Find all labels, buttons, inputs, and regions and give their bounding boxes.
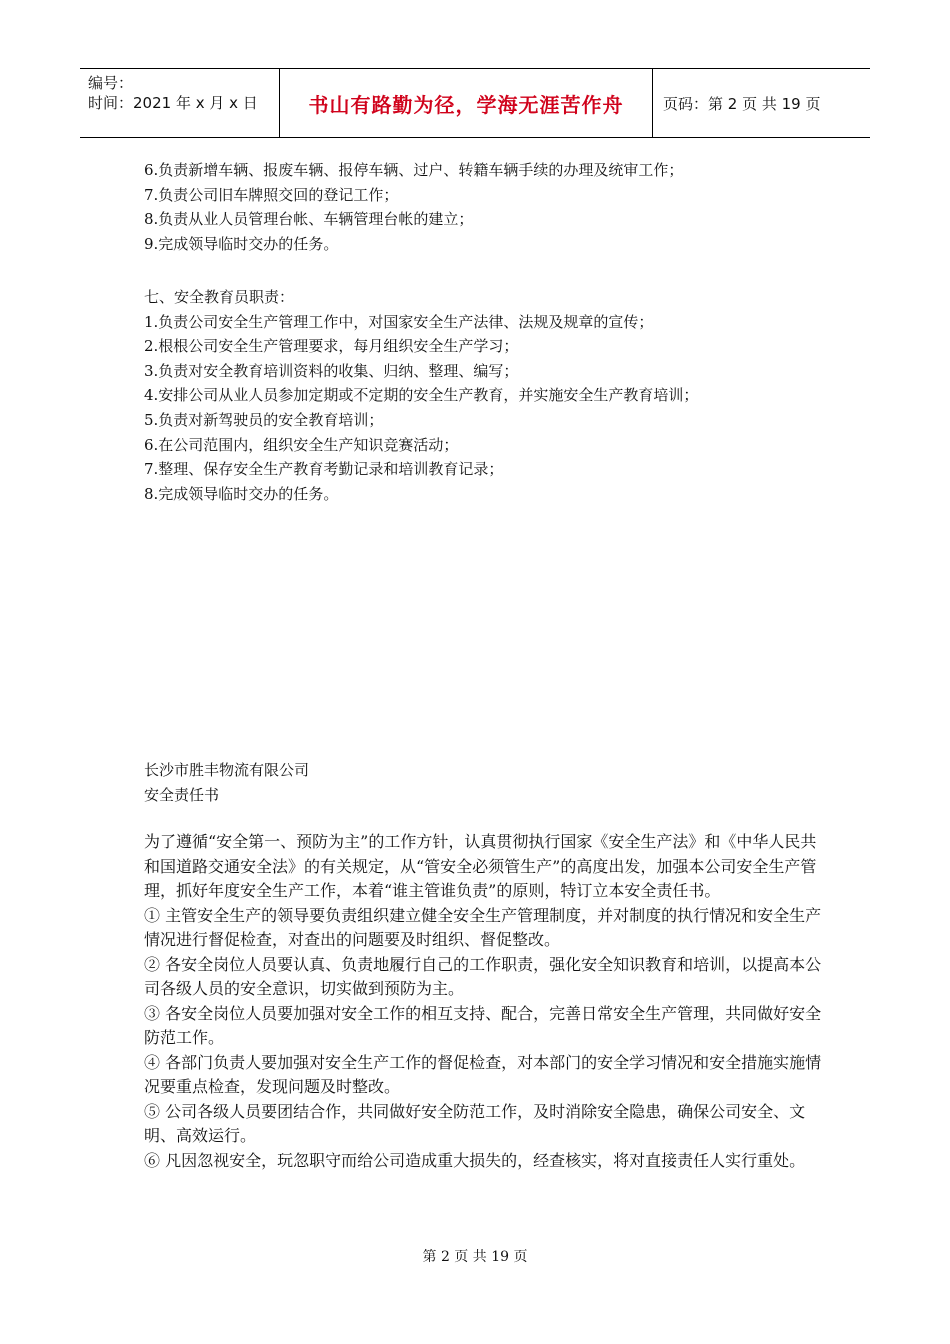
header-motto: 书山有路勤为径，学海无涯苦作舟 [280, 69, 653, 137]
list-item: 4.安排公司从业人员参加定期或不定期的安全生产教育，并实施安全生产教育培训； [144, 386, 699, 405]
document-time-label: 时间：2021 年 x 月 x 日 [88, 94, 258, 112]
list-item: 3.负责对安全教育培训资料的收集、归纳、整理、编写； [144, 361, 519, 380]
list-item: 6.在公司范围内，组织安全生产知识竞赛活动； [144, 435, 459, 454]
clause-paragraph: ③ 各安全岗位人员要加强对安全工作的相互支持、配合，完善日常安全生产管理，共同做好安全防范工作。 [144, 1003, 822, 1047]
intro-paragraph: 为了遵循“安全第一、预防为主”的工作方针，认真贯彻执行国家《安全生产法》和《中华人民共和国道路交通安全法》的有关规定，从“管安全必须管生产”的高度出发，加强本公司安全生产管理，抓好年度安全生产工作，本着“谁主管谁负责”的原则，特订立本安全责任书。 [144, 832, 817, 900]
section-title: 七、安全教育员职责： [144, 288, 295, 306]
page-footer: 第 2 页 共 19 页 [422, 1249, 528, 1265]
responsibility-body [144, 830, 824, 1173]
header-meta [80, 69, 280, 137]
list-item: 1.负责公司安全生产管理工作中，对国家安全生产法律、法规及规章的宣传； [144, 312, 654, 331]
company-heading [144, 758, 824, 807]
company-name: 长沙市胜丰物流有限公司 [144, 761, 310, 779]
clause-paragraph: ⑤ 公司各级人员要团结合作，共同做好安全防范工作，及时消除安全隐患，确保公司安全、文明、高效运行。 [144, 1101, 806, 1145]
list-item: 7.负责公司旧车牌照交回的登记工作； [144, 185, 399, 204]
clause-paragraph: ② 各安全岗位人员要认真、负责地履行自己的工作职责，强化安全知识教育和培训，以提高本公司各级人员的安全意识，切实做到预防为主。 [144, 954, 822, 998]
document-title: 安全责任书 [144, 785, 220, 804]
clause-paragraph: ④ 各部门负责人要加强对安全生产工作的督促检查，对本部门的安全学习情况和安全措施实施情况要重点检查，发现问题及时整改。 [144, 1052, 822, 1096]
list-item: 6.负责新增车辆、报废车辆、报停车辆、过户、转籍车辆手续的办理及统审工作； [144, 161, 684, 179]
list-item: 7.整理、保存安全生产教育考勤记录和培训教育记录； [144, 460, 504, 479]
duty-list-continued [144, 158, 824, 256]
list-item: 8.完成领导临时交办的任务。 [144, 484, 339, 503]
clause-paragraph: ⑥ 凡因忽视安全，玩忽职守而给公司造成重大损失的，经查核实，将对直接责任人实行重处。 [144, 1150, 806, 1170]
document-number-label: 编号： [88, 74, 134, 92]
list-item: 8.负责从业人员管理台帐、车辆管理台帐的建立； [144, 210, 474, 229]
list-item: 9.完成领导临时交办的任务。 [144, 234, 339, 253]
section-seven [144, 285, 824, 506]
header-page-label: 页码：第 2 页 共 19 页 [663, 94, 821, 113]
list-item: 5.负责对新驾驶员的安全教育培训； [144, 410, 384, 429]
clause-paragraph: ① 主管安全生产的领导要负责组织建立健全安全生产管理制度，并对制度的执行情况和安全生产情况进行督促检查，对查出的问题要及时组织、督促整改。 [144, 905, 822, 949]
list-item: 2.根根公司安全生产管理要求，每月组织安全生产学习； [144, 337, 519, 356]
page-header [80, 68, 870, 138]
